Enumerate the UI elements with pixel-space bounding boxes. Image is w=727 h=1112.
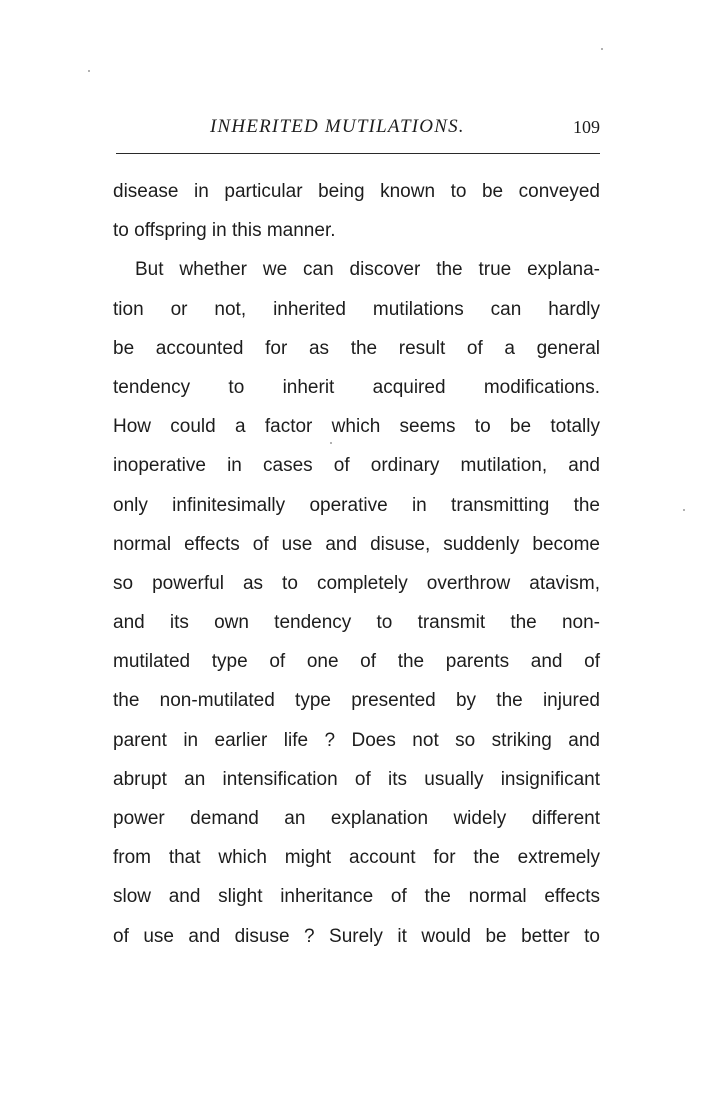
- text-line: and its own tendency to transmit the non-: [113, 612, 600, 634]
- text-line: How could a factor which seems to be totally: [113, 416, 600, 438]
- header-rule: [116, 153, 600, 154]
- text-line: mutilated type of one of the parents and of: [113, 651, 600, 673]
- text-line: parent in earlier life ? Does not so striking and: [113, 729, 600, 751]
- text-line: abrupt an intensification of its usually insignificant: [113, 768, 600, 790]
- text-line: power demand an explanation widely different: [113, 808, 600, 829]
- scan-speck: [88, 70, 90, 72]
- text-line: tendency to inherit acquired modifications.: [113, 376, 600, 398]
- body-text: [113, 172, 600, 956]
- text-line: the non-mutilated type presented by the injured: [113, 690, 600, 712]
- text-line: slow and slight inheritance of the normal effects: [113, 886, 600, 908]
- page-number: 109: [573, 117, 600, 137]
- running-title: INHERITED MUTILATIONS.: [210, 116, 465, 137]
- text-line: normal effects of use and disuse, suddenly become: [113, 533, 600, 555]
- text-line: inoperative in cases of ordinary mutilation, and: [113, 455, 600, 477]
- scan-speck: [601, 48, 603, 50]
- text-line: disease in particular being known to be conveyed: [113, 181, 600, 202]
- text-line: only infinitesimally operative in transmitting the: [113, 494, 600, 516]
- scan-speck: [683, 509, 685, 511]
- text-line: of use and disuse ? Surely it would be better to: [113, 925, 600, 947]
- text-line: to offspring in this manner.: [113, 220, 336, 242]
- scan-speck: [330, 442, 332, 444]
- text-line: But whether we can discover the true explana-: [135, 259, 600, 281]
- text-line: be accounted for as the result of a general: [113, 337, 600, 359]
- running-head: [116, 116, 602, 146]
- text-line: so powerful as to completely overthrow atavism,: [113, 572, 600, 594]
- text-line: from that which might account for the extremely: [113, 847, 600, 869]
- text-line: tion or not, inherited mutilations can hardly: [113, 298, 600, 320]
